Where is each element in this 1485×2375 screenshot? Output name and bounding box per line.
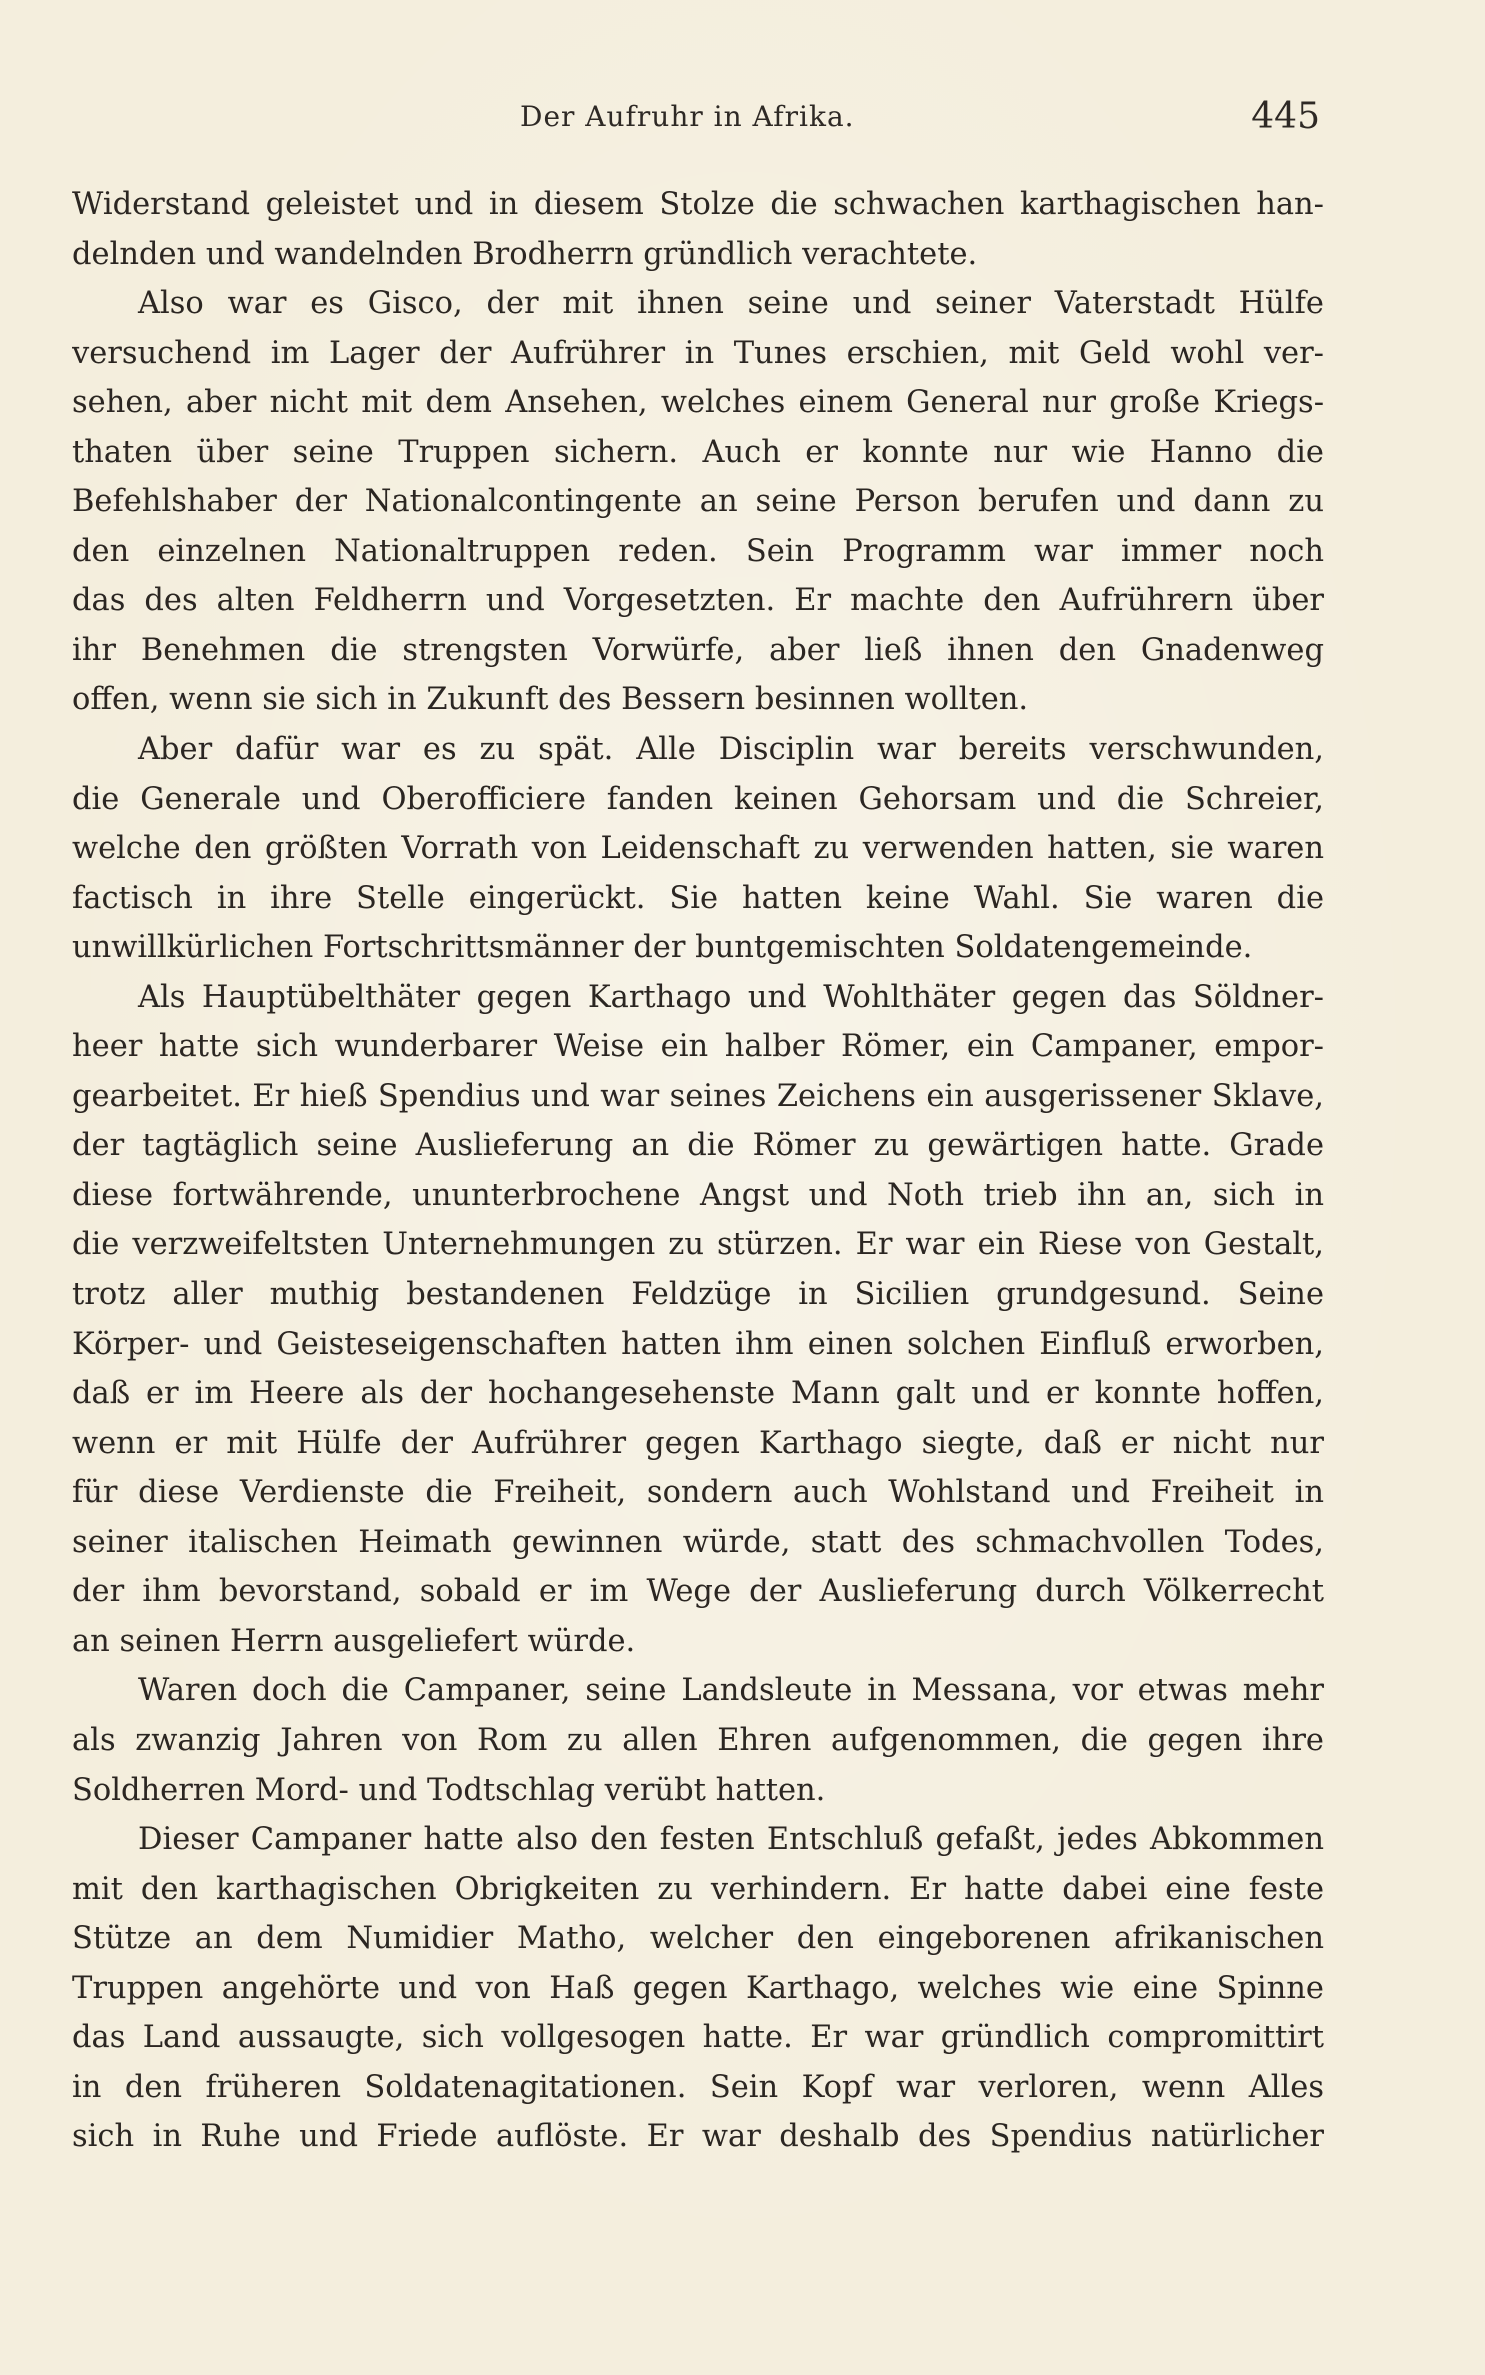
text-line: offen, wenn sie sich in Zukunft des Bessern besinnen wollten. [72, 682, 1029, 718]
text-line: versuchend im Lager der Aufrührer in Tunes erschien, mit Geld wohl ver- [72, 335, 1324, 371]
text-line: Soldherren Mord- und Todtschlag verübt hatten. [72, 1772, 826, 1808]
text-line: delnden und wandelnden Brodherrn gründlich verachtete. [72, 236, 978, 272]
text-line: das des alten Feldherrn und Vorgesetzten. Er machte den Aufrührern über [72, 583, 1324, 619]
text-line: Truppen angehörte und von Haß gegen Karthago, welches wie eine Spinne [72, 1970, 1324, 2006]
text-line: Also war es Gisco, der mit ihnen seine und seiner Vaterstadt Hülfe [138, 286, 1324, 322]
text-line: das Land aussaugte, sich vollgesogen hatte. Er war gründlich compromittirt [72, 2020, 1324, 2056]
paragraph [72, 1815, 1324, 2162]
text-line: Widerstand geleistet und in diesem Stolze die schwachen karthagischen han- [72, 187, 1324, 222]
text-line: gearbeitet. Er hieß Spendius und war seines Zeichens ein ausgerissener Sklave, [72, 1078, 1324, 1114]
text-line: Aber dafür war es zu spät. Alle Disciplin war bereits verschwunden, [138, 732, 1324, 768]
text-line: welche den größten Vorrath von Leidenschaft zu verwenden hatten, sie waren [72, 831, 1324, 867]
paragraph [72, 973, 1324, 1667]
text-line: Körper- und Geisteseigenschaften hatten ihm einen solchen Einfluß erworben, [72, 1326, 1324, 1362]
text-line: mit den karthagischen Obrigkeiten zu verhindern. Er hatte dabei eine feste [72, 1871, 1324, 1907]
page-number: 445 [1251, 96, 1320, 137]
text-line: Als Hauptübelthäter gegen Karthago und Wohlthäter gegen das Söldner- [138, 979, 1324, 1015]
text-line: Befehlshaber der Nationalcontingente an seine Person berufen und dann zu [72, 484, 1324, 520]
text-line: für diese Verdienste die Freiheit, sondern auch Wohlstand und Freiheit in [72, 1475, 1324, 1511]
body-text [72, 180, 1324, 2162]
text-line: der ihm bevorstand, sobald er im Wege der Auslieferung durch Völkerrecht [72, 1574, 1324, 1610]
text-line: der tagtäglich seine Auslieferung an die Römer zu gewärtigen hatte. Grade [72, 1128, 1324, 1164]
text-line: unwillkürlichen Fortschrittsmänner der buntgemischten Soldatengemeinde. [72, 930, 1253, 966]
text-line: Stütze an dem Numidier Matho, welcher den eingeborenen afrikanischen [72, 1921, 1324, 1957]
text-line: factisch in ihre Stelle eingerückt. Sie hatten keine Wahl. Sie waren die [72, 880, 1324, 916]
text-line: daß er im Heere als der hochangesehenste Mann galt und er konnte hoffen, [72, 1376, 1324, 1412]
paragraph [72, 279, 1324, 725]
text-line: trotz aller muthig bestandenen Feldzüge in Sicilien grundgesund. Seine [72, 1277, 1324, 1313]
text-line: die verzweifeltsten Unternehmungen zu stürzen. Er war ein Riese von Gestalt, [72, 1227, 1324, 1263]
paragraph [72, 1666, 1324, 1815]
text-line: Dieser Campaner hatte also den festen Entschluß gefaßt, jedes Abkommen [138, 1822, 1324, 1858]
text-line: wenn er mit Hülfe der Aufrührer gegen Karthago siegte, daß er nicht nur [72, 1425, 1324, 1461]
text-line: seiner italischen Heimath gewinnen würde, statt des schmachvollen Todes, [72, 1524, 1324, 1560]
text-line: diese fortwährende, ununterbrochene Angst und Noth trieb ihn an, sich in [72, 1177, 1324, 1213]
text-line: sich in Ruhe und Friede auflöste. Er war deshalb des Spendius natürlicher [72, 2119, 1324, 2155]
text-line: heer hatte sich wunderbarer Weise ein halber Römer, ein Campaner, empor- [72, 1029, 1324, 1065]
text-line: Waren doch die Campaner, seine Landsleute in Messana, vor etwas mehr [138, 1673, 1324, 1709]
text-line: an seinen Herrn ausgeliefert würde. [72, 1623, 636, 1659]
text-line: ihr Benehmen die strengsten Vorwürfe, aber ließ ihnen den Gnadenweg [72, 632, 1324, 668]
paragraph [72, 180, 1324, 279]
text-line: thaten über seine Truppen sichern. Auch er konnte nur wie Hanno die [72, 434, 1324, 470]
text-line: die Generale und Oberofficiere fanden keinen Gehorsam und die Schreier, [72, 781, 1324, 817]
running-head: Der Aufruhr in Afrika. [520, 100, 855, 133]
text-line: sehen, aber nicht mit dem Ansehen, welches einem General nur große Kriegs- [72, 385, 1324, 421]
text-line: als zwanzig Jahren von Rom zu allen Ehren aufgenommen, die gegen ihre [72, 1722, 1324, 1758]
paragraph [72, 725, 1324, 973]
text-line: in den früheren Soldatenagitationen. Sein Kopf war verloren, wenn Alles [72, 2069, 1324, 2105]
text-line: den einzelnen Nationaltruppen reden. Sein Programm war immer noch [72, 533, 1324, 569]
